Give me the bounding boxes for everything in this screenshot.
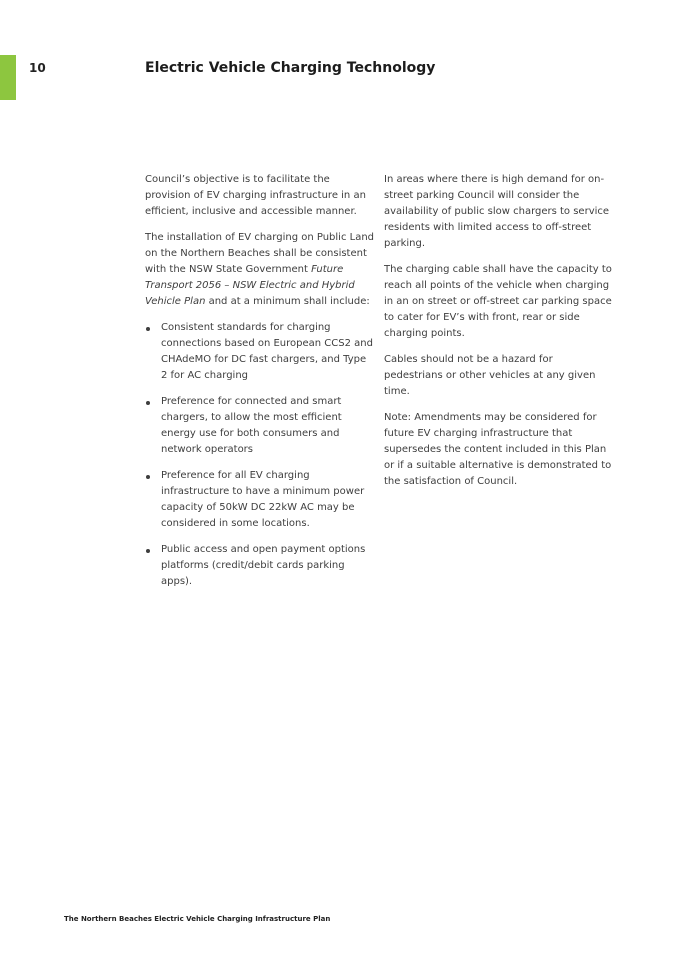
cable-capacity-paragraph: The charging cable shall have the capacity to reach all points of the vehicle when charging in an on street or off-street car parking space to cater for EV’s with front, rear or side charging points.: [384, 264, 612, 339]
installation-paragraph: [145, 230, 375, 310]
list-item-text: Preference for connected and smart chargers, to allow the most efficient energy use for both consumers and network operators: [161, 396, 342, 455]
list-item: [145, 468, 375, 532]
installation-text-end: and at a minimum shall include:: [205, 296, 370, 307]
list-item: [145, 320, 375, 384]
list-item: [145, 542, 375, 590]
left-column: [145, 172, 375, 600]
plan-reference: Future Transport 2056 – NSW Electric and Hybrid Vehicle Plan: [145, 264, 355, 307]
requirements-list: [145, 320, 375, 590]
list-item-text: Public access and open payment options platforms (credit/debit cards parking apps).: [161, 544, 366, 587]
list-item: [145, 394, 375, 458]
list-item-text: Consistent standards for charging connections based on European CCS2 and CHAdeMO for DC fast chargers, and Type 2 for AC charging: [161, 322, 373, 381]
objective-paragraph: Council’s objective is to facilitate the provision of EV charging infrastructure in an efficient, inclusive and accessible manner.: [145, 174, 366, 217]
bullet-icon: [146, 327, 150, 331]
bullet-icon: [146, 401, 150, 405]
amendments-note-paragraph: Note: Amendments may be considered for future EV charging infrastructure that supersedes the content included in this Plan or if a suitable alternative is demonstrated to the satisfaction of Council.: [384, 412, 612, 487]
right-column: [384, 172, 614, 500]
page-number: 10: [29, 61, 46, 75]
installation-text-start: The installation of EV charging on Public Land on the Northern Beaches shall be consistent with the NSW State Government: [145, 232, 375, 275]
accent-bar: [0, 55, 16, 100]
footer-document-title: The Northern Beaches Electric Vehicle Charging Infrastructure Plan: [64, 915, 331, 923]
page-title: Electric Vehicle Charging Technology: [145, 60, 436, 76]
bullet-icon: [146, 475, 150, 479]
list-item-text: Preference for all EV charging infrastructure to have a minimum power capacity of 50kW DC 22kW AC may be considered in some locations.: [161, 470, 365, 529]
on-street-paragraph: In areas where there is high demand for on-street parking Council will consider the availability of public slow chargers to service residents with limited access to off-street parking.: [384, 174, 610, 249]
bullet-icon: [146, 549, 150, 553]
cable-hazard-paragraph: Cables should not be a hazard for pedestrians or other vehicles at any given time.: [384, 354, 596, 397]
